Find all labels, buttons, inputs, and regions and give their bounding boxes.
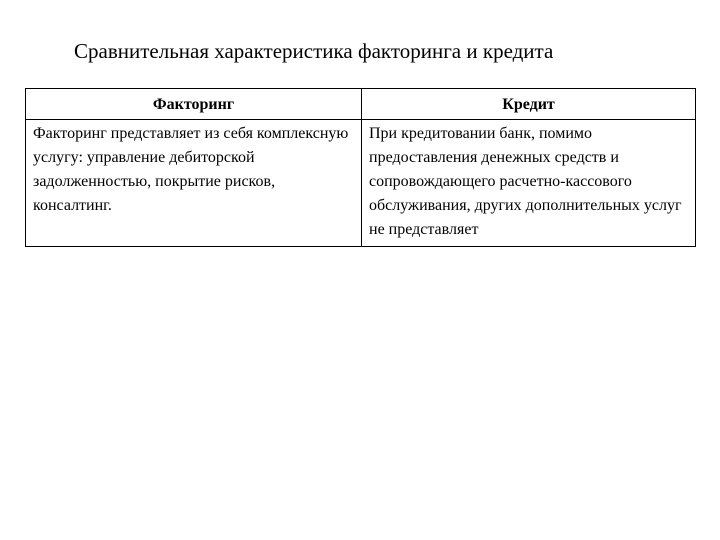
column-header-factoring: Факторинг bbox=[26, 89, 362, 120]
page-title: Сравнительная характеристика факторинга и кредита bbox=[74, 39, 554, 63]
comparison-table bbox=[25, 88, 696, 247]
column-header-credit: Кредит bbox=[362, 89, 696, 120]
table-header-row bbox=[26, 89, 696, 120]
factoring-description-cell: Факторинг представляет из себя комплексную услугу: управление дебиторской задолженностью, покрытие рисков, консалтинг. bbox=[26, 120, 362, 247]
table-row bbox=[26, 120, 696, 247]
credit-description-cell: При кредитовании банк, помимо предоставления денежных средств и сопровождающего расчетно-кассового обслуживания, других дополнительных услуг не представляет bbox=[362, 120, 696, 247]
